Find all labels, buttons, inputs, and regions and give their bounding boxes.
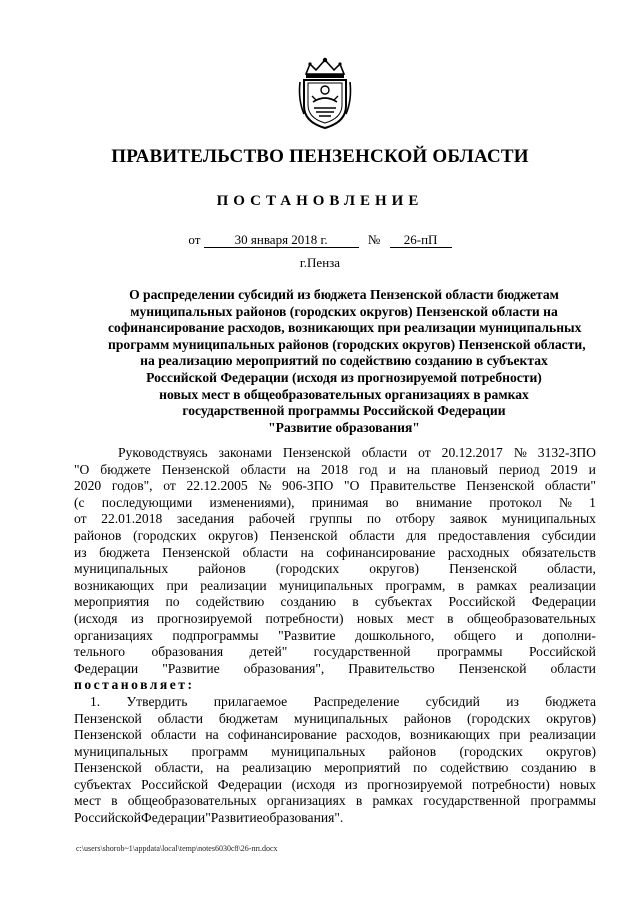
text-line: 1. Утвердить прилагаемое Распределение субсидий из бюджета [90,693,596,709]
resolves-word: постановляет: [74,677,195,693]
text-line: районов (городских округов) Пензенской области для предоставления субсидии [74,527,596,543]
text-line: Руководствуясь законами Пензенской области от 20.12.2017 № 3132-ЗПО [118,445,596,460]
date-number-line [0,232,640,248]
government-title: ПРАВИТЕЛЬСТВО ПЕНЗЕНСКОЙ ОБЛАСТИ [111,146,529,167]
document-date: 30 января 2018 г. [204,233,359,248]
city: г.Пенза [299,255,341,270]
document-number: 26-пП [390,233,452,248]
text-line: (с последующими изменениями), принимая во внимание протокол № 1 [74,494,596,510]
text-line: муниципальных программ муниципальных районов (городских округов) [74,743,596,759]
text-line: "О бюджете Пензенской области на 2018 год и на плановый период 2019 и [74,461,596,477]
subject-line: государственной программы Российской Федерации [182,403,506,419]
text-line: субъектах Российской Федерации (исходя из прогнозируемой потребности) новых [74,776,596,792]
text-line: возникающих при реализации муниципальных программ, в рамках реализации [74,577,596,593]
subject-line: муниципальных районов (городских округов) Пензенской области на [130,303,558,319]
subject-line: программ муниципальных районов (городских округов) Пензенской области, [108,336,586,352]
subject-line: софинансирование расходов, возникающих при реализации муниципальных [108,320,582,336]
item-1-paragraph [74,694,596,827]
text-line: (исходя из прогнозируемой потребности) новых мест в общеобразовательных [74,610,596,626]
document-type: ПОСТАНОВЛЕНИЕ [216,193,424,209]
subject-line: О распределении субсидий из бюджета Пензенской области бюджетам [129,287,559,302]
document-body [74,445,596,827]
file-path-footer: c:\users\shorob~1\appdata\local\temp\notes6030c8\26-пп.docx [76,844,278,853]
subject-line: на реализацию мероприятий по содействию созданию в субъектах [140,353,548,369]
subject-line: Российской Федерации (исходя из прогнозируемой потребности) [146,369,542,385]
resolves-line [74,677,596,694]
text-line: Пензенской области, на реализацию мероприятий по содействию созданию в [74,760,596,776]
text-line: от 22.01.2018 заседания рабочей группы по отбору заявок муниципальных [74,511,596,527]
text-line: Пензенской области на софинансирование расходов, возникающих при реализации [74,727,596,743]
text-line: мероприятия по содействию созданию в субъектах Российской Федерации [74,594,596,610]
number-sign: № [367,232,381,247]
date-prefix: от [188,232,201,247]
text-line: Российской Федерации "Развитие образования". [74,810,344,826]
text-line: муниципальных районов (городских округов) Пензенской области, [74,561,596,577]
preamble-paragraph [74,445,596,677]
coat-of-arms-icon [296,56,354,130]
subject-line: новых мест в общеобразовательных организациях в рамках [159,386,529,402]
text-line: 2020 годов", от 22.12.2005 № 906-ЗПО "О Правительстве Пензенской области" [74,478,596,494]
text-line: из бюджета Пензенской области на софинансирование расходных обязательств [74,544,596,560]
subject-line: "Развитие образования" [268,419,420,435]
text-line: организациях подпрограммы "Развитие дошкольного, общего и дополни- [74,627,596,643]
text-line: Федерации "Развитие образования", Правительство Пензенской области [74,660,596,676]
text-line: тельного образования детей" государственной программы Российской [74,644,596,660]
text-line: мест в общеобразовательных организациях в рамках государственной программы [74,793,596,809]
text-line: Пензенской области бюджетам муниципальных районов (городских округов) [74,710,596,726]
document-subject [108,287,586,436]
